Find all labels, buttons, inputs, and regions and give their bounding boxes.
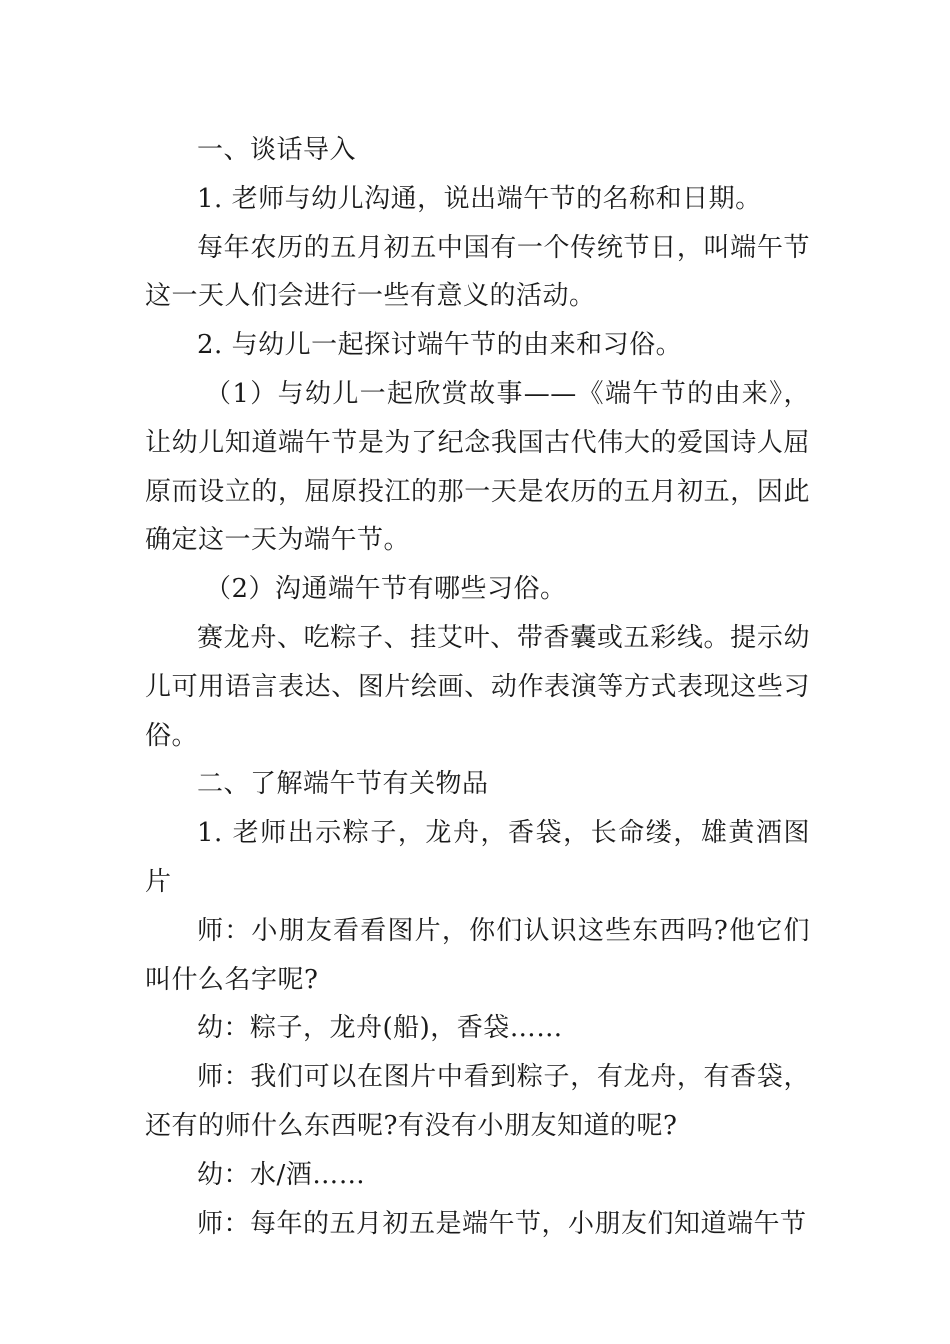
paragraph: 每年农历的五月初五中国有一个传统节日，叫端午节这一天人们会进行一些有意义的活动。 <box>145 232 810 312</box>
paragraph: （1）与幼儿一起欣赏故事——《端午节的由来》，让幼儿知道端午节是为了纪念我国古代伟大的爱国诗人屈原而设立的，屈原投江的那一天是农历的五月初五，因此确定这一天为端午节。 <box>145 378 810 556</box>
dialogue-line: 幼：水/酒…… <box>197 1159 366 1190</box>
dialogue-line: 师：每年的五月初五是端午节，小朋友们知道端午节 <box>197 1208 807 1239</box>
paragraph: 1. 老师与幼儿沟通，说出端午节的名称和日期。 <box>197 183 762 214</box>
paragraph: （2）沟通端午节有哪些习俗。 <box>205 574 567 605</box>
dialogue-line: 师：我们可以在图片中看到粽子，有龙舟，有香袋，还有的师什么东西呢?有没有小朋友知道的呢? <box>145 1062 810 1141</box>
section-heading-1: 一、谈话导入 <box>197 135 357 165</box>
section-heading-2: 二、了解端午节有关物品 <box>197 769 489 800</box>
paragraph: 赛龙舟、吃粽子、挂艾叶、带香囊或五彩线。提示幼儿可用语言表达、图片绘画、动作表演等方式表现这些习俗。 <box>145 622 810 751</box>
paragraph: 1. 老师出示粽子，龙舟，香袋，长命缕，雄黄酒图片 <box>145 818 810 897</box>
paragraph: 2. 与幼儿一起探讨端午节的由来和习俗。 <box>197 330 683 361</box>
dialogue-line: 幼：粽子，龙舟(船)，香袋…… <box>197 1013 563 1044</box>
document-body <box>145 126 810 1248</box>
dialogue-line: 师：小朋友看看图片，你们认识这些东西吗?他它们叫什么名字呢? <box>145 915 810 995</box>
